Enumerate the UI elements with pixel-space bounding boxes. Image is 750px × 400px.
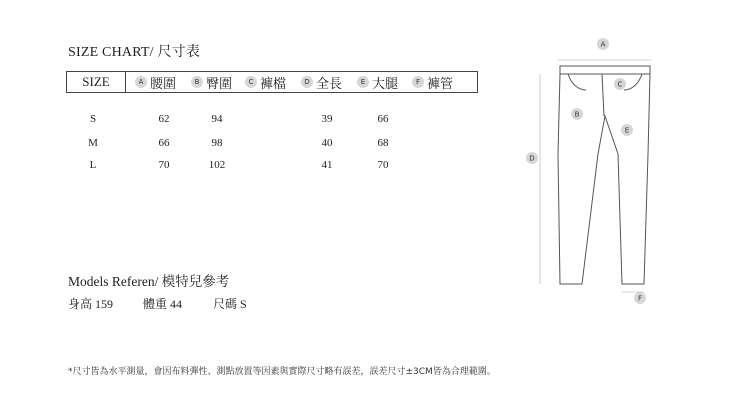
pants-waistband bbox=[560, 66, 650, 74]
diagram-label-e: E bbox=[624, 126, 630, 135]
cell-thigh-m: 68 bbox=[377, 137, 389, 149]
column-header-rise: C 褲檔 bbox=[245, 72, 286, 92]
cell-size-l: L bbox=[89, 159, 97, 171]
badge-c: C bbox=[245, 76, 257, 88]
pants-left-pocket bbox=[568, 74, 586, 90]
cell-hip-s: 94 bbox=[211, 113, 223, 125]
diagram-label-f: F bbox=[637, 294, 643, 303]
size-chart-title: SIZE CHART/ 尺寸表 bbox=[68, 45, 201, 60]
cell-size-m: M bbox=[88, 137, 98, 149]
cell-thigh-l: 70 bbox=[377, 159, 389, 171]
badge-f: F bbox=[412, 76, 424, 88]
size-column-header: SIZE bbox=[67, 72, 126, 92]
cell-waist-l: 70 bbox=[158, 159, 170, 171]
column-header-length: D 全長 bbox=[301, 72, 342, 92]
model-height: 身高 159 bbox=[68, 297, 114, 311]
cell-hip-m: 98 bbox=[211, 137, 223, 149]
cell-waist-m: 66 bbox=[158, 137, 170, 149]
model-size: 尺碼 S bbox=[213, 297, 247, 311]
model-weight: 體重 44 bbox=[143, 297, 183, 311]
diagram-label-c: C bbox=[617, 80, 623, 89]
diagram-label-a: A bbox=[600, 40, 606, 49]
cell-hip-l: 102 bbox=[208, 159, 226, 171]
measurement-note: *尺寸皆為水平測量，會因布料彈性、測點放置等因素與實際尺寸略有誤差，誤差尺寸±3CM皆為合理範圍。 bbox=[68, 367, 496, 377]
pants-fly bbox=[602, 74, 604, 116]
pants-diagram bbox=[520, 34, 690, 314]
cell-length-s: 39 bbox=[321, 113, 333, 125]
badge-d: D bbox=[301, 76, 313, 88]
cell-size-s: S bbox=[89, 113, 97, 125]
cell-waist-s: 62 bbox=[158, 113, 170, 125]
badge-e: E bbox=[357, 76, 369, 88]
column-header-hip: B 臀圍 bbox=[191, 72, 232, 92]
column-header-waist: A 腰圍 bbox=[135, 72, 176, 92]
models-reference-title: Models Referen/ 模特兒參考 bbox=[68, 274, 230, 289]
pants-right-pocket bbox=[624, 74, 642, 90]
column-header-thigh: E 大腿 bbox=[357, 72, 398, 92]
diagram-label-b: B bbox=[574, 110, 580, 119]
size-table-header bbox=[66, 71, 478, 93]
cell-length-l: 41 bbox=[321, 159, 333, 171]
cell-length-m: 40 bbox=[321, 137, 333, 149]
diagram-label-d: D bbox=[529, 154, 535, 163]
badge-b: B bbox=[191, 76, 203, 88]
column-header-hem: F 褲管 bbox=[412, 72, 453, 92]
cell-thigh-s: 66 bbox=[377, 113, 389, 125]
badge-a: A bbox=[135, 76, 147, 88]
